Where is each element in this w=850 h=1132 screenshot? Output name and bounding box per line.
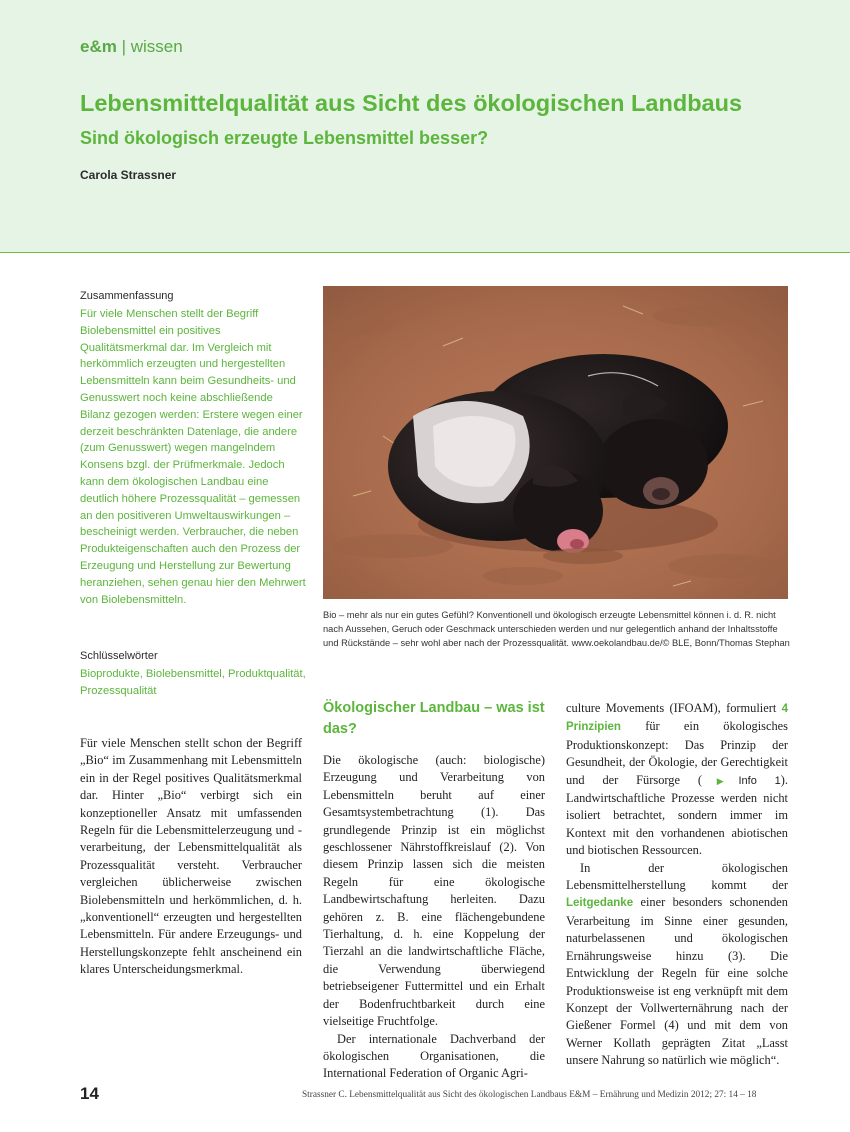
herstellung-text-b: einer besonders schonenden Verarbeitung im Sinne einer gesunden, naturbelassenen und ökologischen Ernährungsweise hinzu (3). Die Entwicklung der Regeln für eine solche Produktionsweise ist eng verknüpft mit dem Konzept der Vollwerternährung nach der Gießener Formel (4) und mit dem von Werner Kollath geprägten Zitat „Lasst unsere Nahrung so natürlich wie möglich“. [566, 895, 788, 1068]
paragraph-oekologische-erzeugung: Die ökologische (auch: biologische) Erzeugung und Verarbeitung von Lebensmitteln beruht auf einer Gesamtsystembetrachtung (1). Das grundlegende Prinzip ist ein möglichst geschlossener Nährstoffkreislauf (2). Von diesem Prinzip lassen sich die meisten Regeln für eine ökologische Landbewirtschaftung herleiten. Dazu gehören z. B. eine flächengebundene Tierhaltung, d. h. eine Koppelung der Tierzahl an die landwirtschaftliche Fläche, die Verwendung überwiegend betriebseigener Futtermittel und ein Erhalt der Bodenfruchtbarkeit durch eine vielseitige Fruchtfolge. [323, 753, 545, 1029]
abstract-box [80, 290, 306, 608]
keywords-heading: Schlüsselwörter [80, 650, 158, 662]
photo-caption: Bio – mehr als nur ein gutes Gefühl? Konventionell und ökologisch erzeugte Lebensmittel können i. d. R. nicht nach Aussehen, Geruch oder Geschmack unterschieden werden und nur gelegentlich anhand der Inhaltsstoffe und Rückstände – sehr wohl aber nach der Prozessqualität. www.oekolandbau.de/© BLE, Bonn/Thomas Stephan [323, 610, 790, 648]
journal-section-tag [80, 37, 183, 57]
paragraph-dachverband: Der internationale Dachverband der ökologischen Organisationen, die International Federation of Organic Agri- [323, 1031, 545, 1081]
ifoam-text-a: culture Movements (IFOAM), formuliert [566, 701, 782, 715]
journal-brand: e&m [80, 37, 117, 56]
article-title: Lebensmittelqualität aus Sicht des ökologischen Landbaus [80, 90, 743, 116]
intro-paragraph: Für viele Menschen stellt schon der Begriff „Bio“ im Zusammenhang mit Lebensmitteln ein in der Regel positives Qualitätsmerkmal dar. Hinter „Bio“ verbirgt sich ein konzeptioneller Ansatz mit umfassenden Regeln für die Lebensmittelerzeugung und -verarbeitung, der Lebensmittelqualität als Prozessqualität versteht. Verbraucher vergleichen üblicherweise zwischen Biolebensmitteln und herkömmlichen, d. h. „konventionell“ erzeugten und hergestellten Lebensmitteln. Für andere Erzeugungs- und Herstellungskonzepte fehlt anscheinend ein klares Unterscheidungsmerkmal. [80, 736, 302, 977]
journal-separator: | [121, 37, 127, 56]
body-column-2 [323, 752, 545, 1083]
ifoam-text-b: für ein ökologisches Produktionskonzept: Das Prinzip der Gesundheit, der Ökologie, der Gerechtigkeit und der Fürsorge ( [566, 719, 788, 787]
body-column-3 [566, 700, 788, 1070]
pigs-photo [323, 286, 788, 599]
paragraph-ifoam [566, 700, 788, 860]
highlight-leitgedanke: Leitgedanke [566, 897, 634, 910]
abstract-heading: Zusammenfassung [80, 290, 174, 302]
ifoam-text-c: ). Landwirtschaftliche Prozesse werden nicht isoliert betrachtet, sondern immer im Kontext mit den vorhandenen abiotischen und biotischen Ressourcen. [566, 772, 789, 858]
abstract-text: Für viele Menschen stellt der Begriff Biolebensmittel ein positives Qualitätsmerkmal dar. Im Vergleich mit herkömmlich erzeugten und hergestellten Lebensmitteln kann beim Gesundheits- und Genusswert noch keine abschließende Bilanz gezogen werden: Erstere wegen einer derzeit beschränkten Datenlage, die andere (zum Genusswert) wegen mangelndem Konsens bzgl. der Prüfmerkmale. Jedoch kann dem ökologischen Landbau eine deutlich höhere Prozessqualität – gemessen an den positiveren Umweltauswirkungen – bescheinigt werden. Verbraucher, die neben Produkteigenschaften auch den Prozess der Erzeugung und Herstellung zur Bewertung heranziehen, sehen genau hier den Mehrwert von Biolebensmitteln. [80, 308, 306, 606]
info-arrow-icon: ▶ [701, 775, 739, 786]
footer-citation: Strassner C. Lebensmittelqualität aus Sicht des ökologischen Landbaus E&M – Ernährung und Medizin 2012; 27: 14 – 18 [302, 1090, 757, 1100]
highlight-prinzipien: 4 Prinzipien [566, 703, 788, 734]
journal-section: wissen [130, 37, 183, 56]
herstellung-text-a: In der ökologischen Lebensmittelherstellung kommt der [566, 860, 788, 893]
paragraph-lebensmittelherstellung [566, 860, 788, 1070]
keywords-text: Bioprodukte, Biolebensmittel, Produktqualität, Prozessqualität [80, 668, 306, 697]
article-subtitle: Sind ökologisch erzeugte Lebensmittel besser? [80, 128, 489, 148]
info-1-link[interactable]: Info 1 [738, 774, 781, 787]
page-number: 14 [80, 1084, 99, 1103]
author-name: Carola Strassner [80, 168, 177, 182]
section-heading: Ökologischer Landbau – was ist das? [323, 700, 545, 737]
keywords-box [80, 650, 306, 700]
body-column-1 [80, 735, 302, 979]
